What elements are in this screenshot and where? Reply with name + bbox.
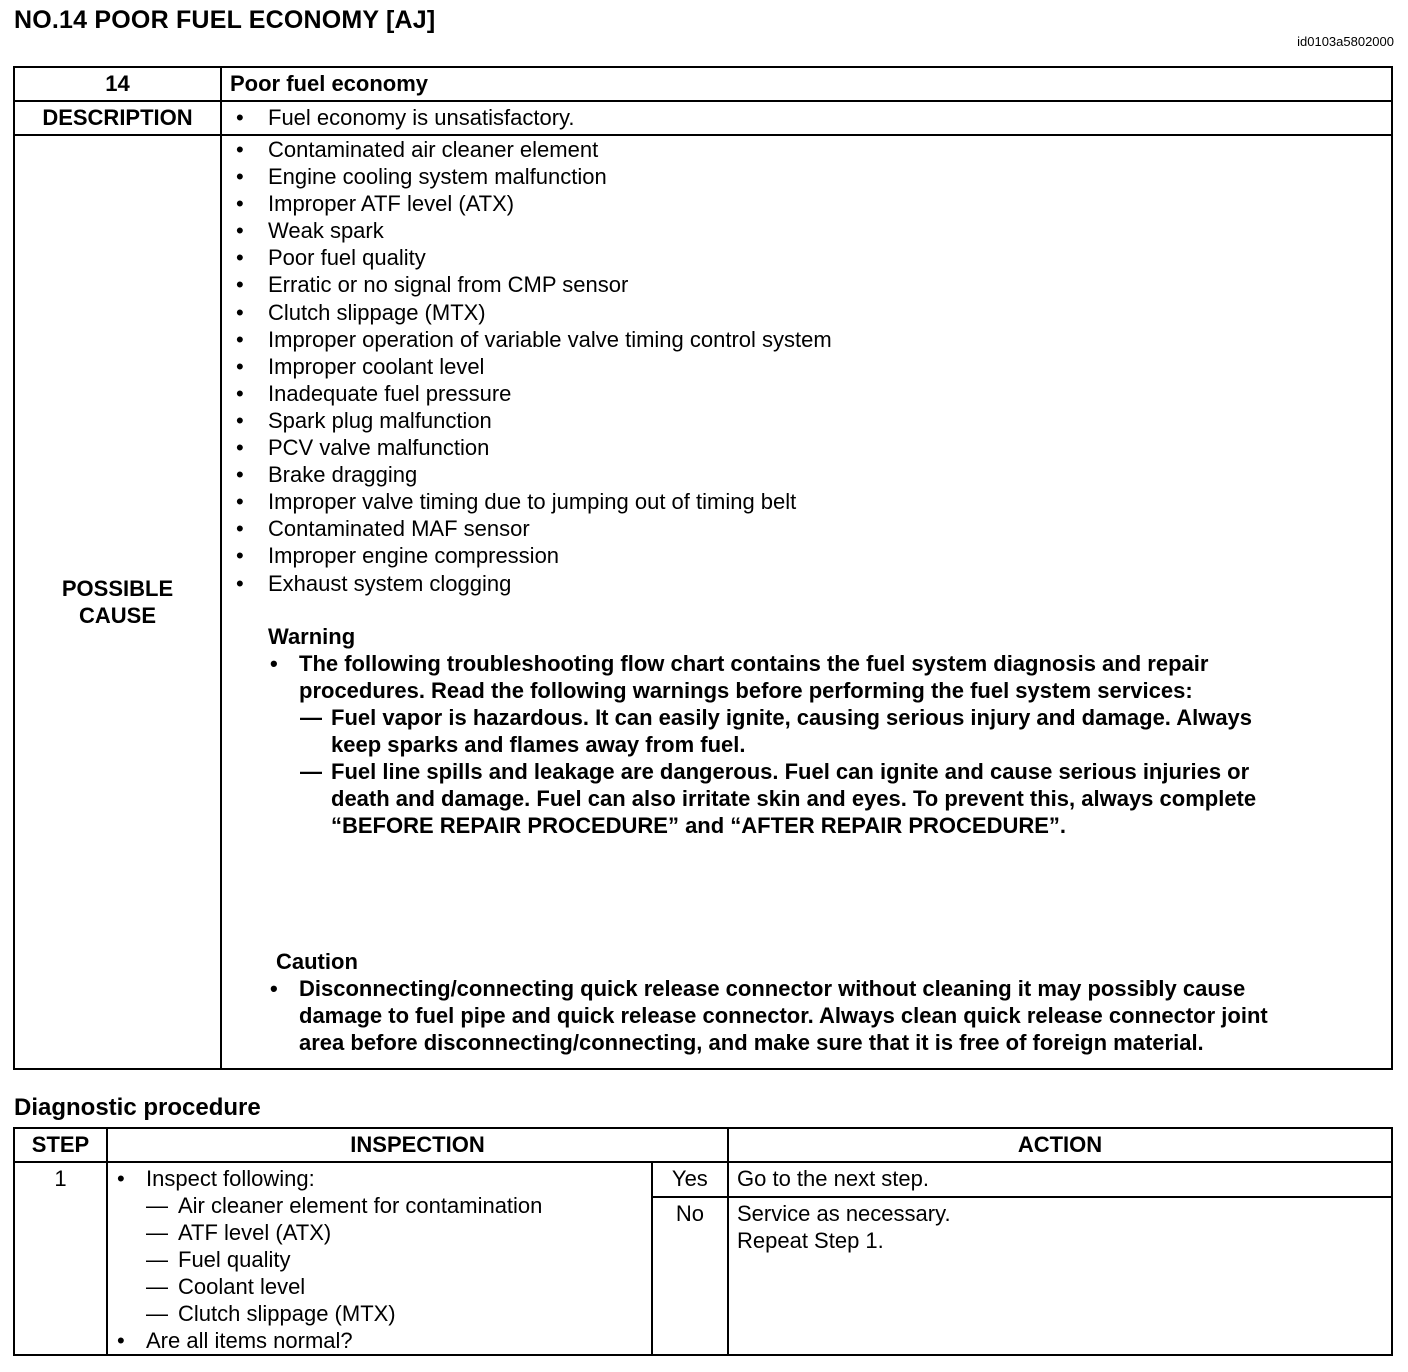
warning-sub-line: “BEFORE REPAIR PROCEDURE” and “AFTER REPAIR PROCEDURE”. [331, 812, 1067, 838]
inspection-item-text: Fuel quality [178, 1247, 291, 1272]
no-action [728, 1197, 1392, 1355]
description-row [14, 101, 1392, 135]
cause-item: • Exhaust system clogging [222, 570, 1391, 597]
bullet-icon: • [117, 1166, 125, 1191]
inspection-cell [107, 1162, 652, 1355]
bullet-icon: • [270, 650, 278, 676]
warning-sub-line: keep sparks and flames away from fuel. [331, 731, 746, 757]
cause-list [222, 136, 1391, 597]
warning-sub-item [222, 758, 1391, 839]
diagnostic-procedure-title: Diagnostic procedure [14, 1094, 261, 1121]
dash-icon: — [300, 758, 322, 784]
inspection-item [108, 1246, 651, 1273]
warning-sub-line: Fuel vapor is hazardous. It can easily ignite, causing serious injury and damage. Always [331, 704, 1253, 730]
cause-item: • PCV valve malfunction [222, 434, 1391, 461]
cause-item: • Improper valve timing due to jumping out of timing belt [222, 488, 1391, 515]
warning-sub-line: Fuel line spills and leakage are dangerous. Fuel can ignite and cause serious injuries or [331, 758, 1250, 784]
dash-icon: — [146, 1220, 168, 1245]
description-cell [221, 101, 1392, 135]
inspection-item-text: ATF level (ATX) [178, 1220, 332, 1245]
yes-label: Yes [652, 1162, 728, 1197]
inspection-item [108, 1192, 651, 1219]
bullet-icon: • [270, 975, 278, 1001]
symptom-name: Poor fuel economy [221, 67, 1392, 101]
caution-line: Disconnecting/connecting quick release connector without cleaning it may possibly cause [299, 975, 1246, 1001]
possible-cause-row [14, 135, 1392, 1069]
no-label: No [652, 1197, 728, 1355]
inspection-item-text: Coolant level [178, 1274, 306, 1299]
warning-sub-line: death and damage. Fuel can also irritate skin and eyes. To prevent this, always complete [331, 785, 1257, 811]
caution-block [222, 948, 1391, 1056]
symptom-number: 14 [14, 67, 221, 101]
cause-item: • Inadequate fuel pressure [222, 380, 1391, 407]
cause-item: • Contaminated air cleaner element [222, 136, 1391, 163]
document-id: id0103a5802000 [1297, 34, 1394, 49]
step-column-header: STEP [14, 1128, 107, 1162]
possible-cause-label-line-1: POSSIBLE [61, 576, 174, 601]
caution-item [222, 975, 1391, 1056]
description-label: DESCRIPTION [14, 101, 221, 135]
cause-item: • Improper operation of variable valve timing control system [222, 326, 1391, 353]
warning-sub-item [222, 704, 1391, 758]
warning-block [222, 623, 1391, 839]
cause-item: • Weak spark [222, 217, 1391, 244]
cause-item: • Engine cooling system malfunction [222, 163, 1391, 190]
symptom-table [13, 66, 1393, 1070]
action-column-header: ACTION [728, 1128, 1392, 1162]
inspection-column-header: INSPECTION [107, 1128, 728, 1162]
dash-icon: — [146, 1247, 168, 1272]
cause-item: • Poor fuel quality [222, 244, 1391, 271]
cause-item: • Improper ATF level (ATX) [222, 190, 1391, 217]
possible-cause-label [14, 135, 221, 1069]
diagnostic-table [13, 1127, 1393, 1356]
cause-item: • Spark plug malfunction [222, 407, 1391, 434]
dash-icon: — [146, 1301, 168, 1326]
inspection-item-text: Air cleaner element for contamination [178, 1193, 543, 1218]
warning-heading: Warning [268, 623, 356, 649]
inspection-question [108, 1327, 651, 1354]
bullet-icon: • [117, 1328, 125, 1353]
warning-item [222, 650, 1391, 704]
possible-cause-label-line-2: CAUSE [78, 603, 156, 628]
inspection-item [108, 1300, 651, 1327]
cause-item: • Erratic or no signal from CMP sensor [222, 271, 1391, 298]
symptom-header-row [14, 67, 1392, 101]
inspection-heading-text: Inspect following: [146, 1166, 315, 1191]
caution-line: area before disconnecting/connecting, and make sure that it is free of foreign material. [299, 1029, 1204, 1055]
possible-cause-cell [221, 135, 1392, 1069]
inspection-heading [108, 1165, 651, 1192]
cause-item: • Clutch slippage (MTX) [222, 299, 1391, 326]
cause-item: • Contaminated MAF sensor [222, 515, 1391, 542]
warning-line: The following troubleshooting flow chart contains the fuel system diagnosis and repair [299, 650, 1209, 676]
page-title: NO.14 POOR FUEL ECONOMY [AJ] [14, 6, 436, 34]
step-row-yes [14, 1162, 1392, 1197]
warning-line: procedures. Read the following warnings before performing the fuel system services: [299, 677, 1193, 703]
cause-item: • Improper coolant level [222, 353, 1391, 380]
dash-icon: — [146, 1274, 168, 1299]
no-action-line: Service as necessary. [737, 1200, 951, 1226]
dash-icon: — [300, 704, 322, 730]
no-action-line: Repeat Step 1. [737, 1227, 884, 1253]
description-item: • Fuel economy is unsatisfactory. [222, 103, 1391, 133]
dash-icon: — [146, 1193, 168, 1218]
yes-action: Go to the next step. [728, 1162, 1392, 1197]
inspection-item [108, 1219, 651, 1246]
inspection-question-text: Are all items normal? [146, 1328, 353, 1353]
diagnostic-header-row [14, 1128, 1392, 1162]
inspection-item [108, 1273, 651, 1300]
caution-heading: Caution [276, 948, 358, 974]
step-number: 1 [14, 1162, 107, 1355]
cause-item: • Brake dragging [222, 461, 1391, 488]
caution-line: damage to fuel pipe and quick release connector. Always clean quick release connector joint [299, 1002, 1268, 1028]
inspection-item-text: Clutch slippage (MTX) [178, 1301, 396, 1326]
cause-item: • Improper engine compression [222, 542, 1391, 569]
